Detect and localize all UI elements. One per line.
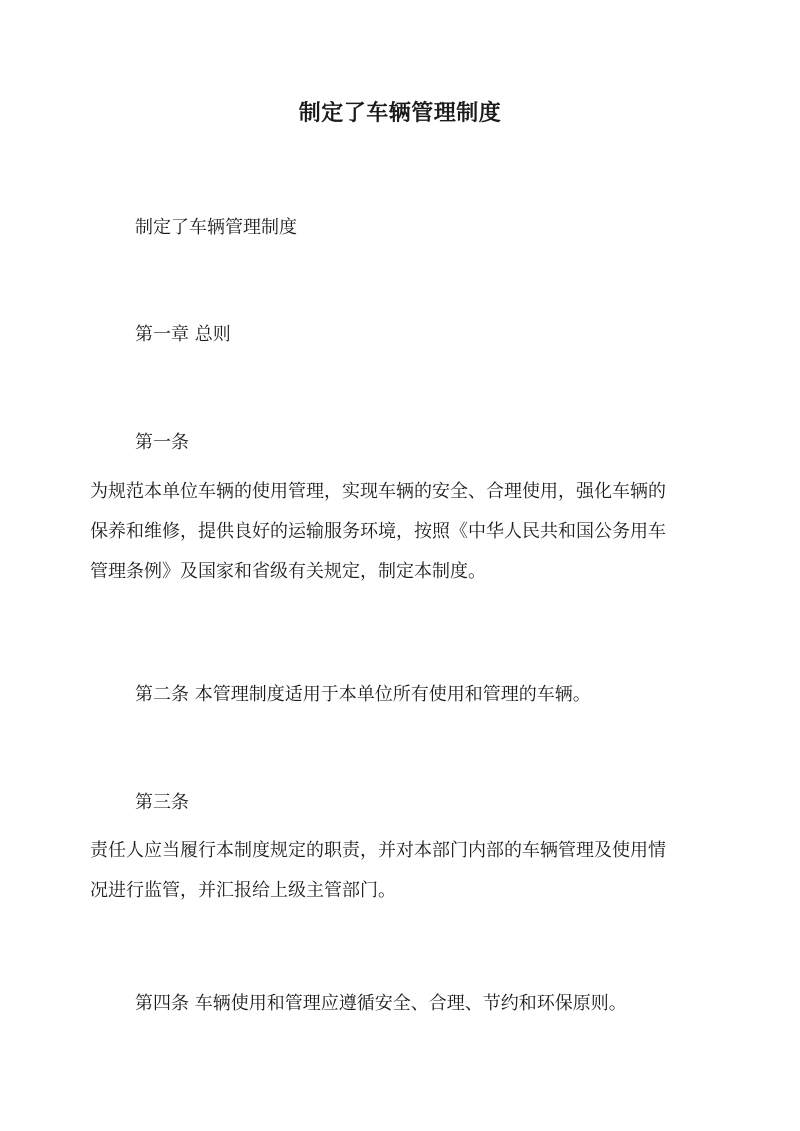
article-1-line: 为规范本单位车辆的使用管理，实现车辆的安全、合理使用，强化车辆的 [90, 481, 666, 502]
article-3-body [90, 831, 710, 911]
article-2: 第二条 本管理制度适用于本单位所有使用和管理的车辆。 [135, 684, 591, 705]
article-1-line: 管理条例》及国家和省级有关规定，制定本制度。 [90, 561, 486, 582]
article-1-label: 第一条 [135, 432, 189, 453]
article-1-line: 保养和维修，提供良好的运输服务环境，按照《中华人民共和国公务用车 [90, 521, 666, 542]
article-1-body [90, 472, 710, 592]
article-3-line: 况进行监管，并汇报给上级主管部门。 [90, 880, 396, 901]
article-3-line: 责任人应当履行本制度规定的职责，并对本部门内部的车辆管理及使用情 [90, 840, 666, 861]
article-4: 第四条 车辆使用和管理应遵循安全、合理、节约和环保原则。 [135, 993, 627, 1014]
article-3-label: 第三条 [135, 792, 189, 813]
document-title: 制定了车辆管理制度 [298, 100, 502, 126]
document-subtitle: 制定了车辆管理制度 [135, 217, 297, 238]
chapter-heading: 第一章 总则 [135, 324, 231, 345]
